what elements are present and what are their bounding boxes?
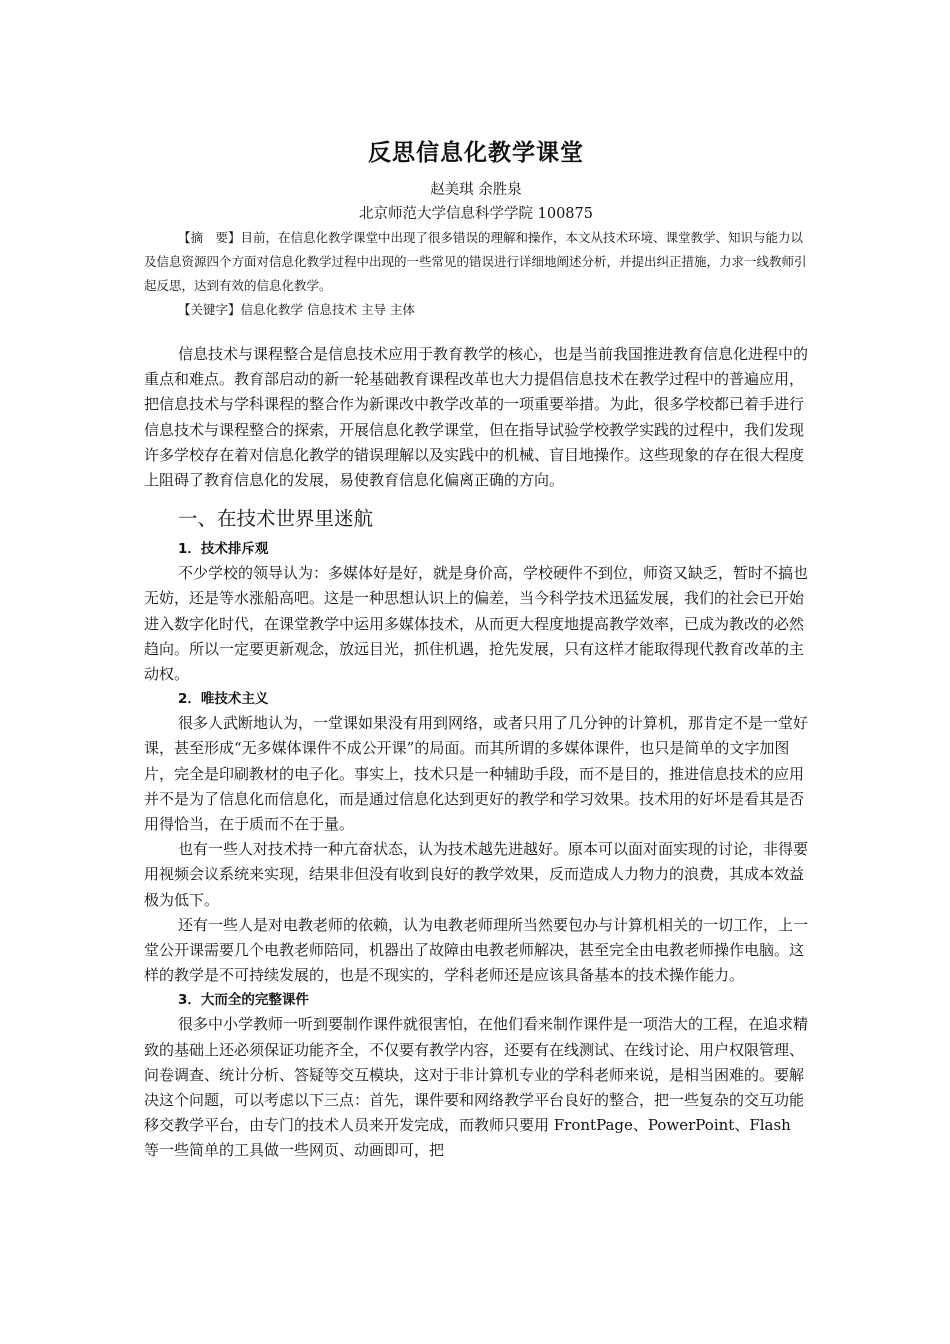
body-paragraph: 也有一些人对技术持一种亢奋状态，认为技术越先进越好。原本可以面对面实现的讨论，非得要用视频会议系统来实现，结果非但没有收到良好的教学效果，反而造成人力物力的浪费，其成本效益极为低下。 <box>144 840 809 909</box>
intro-paragraph: 信息技术与课程整合是信息技术应用于教育教学的核心，也是当前我国推进教育信息化进程中的重点和难点。教育部启动的新一轮基础教育课程改革也大力提倡信息技术在教学过程中的普遍应用，把信息技术与学科课程的整合作为新课改中教学改革的一项重要举措。为此，很多学校都已着手进行信息技术与课程整合的探索，开展信息化教学课堂，但在指导试验学校教学实践的过程中，我们发现许多学校存在着对信息化教学的错误理解以及实践中的机械、盲目地操作。这些现象的存在很大程度上阻碍了教育信息化的发展，易使教育信息化偏离正确的方向。 <box>144 345 809 490</box>
document-page <box>144 128 808 1164</box>
paper-title: 反思信息化教学课堂 <box>368 140 584 166</box>
authors: 赵美琪 余胜泉 <box>430 182 522 198</box>
subsection-heading: 3．大而全的完整课件 <box>178 992 309 1009</box>
abstract-text: 目前，在信息化教学课堂中出现了很多错误的理解和操作，本文从技术环境、课堂教学、知识与能力以及信息资源四个方面对信息化教学过程中出现的一些常见的错误进行详细地阐述分析，并提出纠正措施，力求一线教师引起反思，达到有效的信息化教学。 <box>144 230 807 293</box>
abstract-label: 【摘 要】 <box>178 230 241 245</box>
body-paragraph: 很多中小学教师一听到要制作课件就很害怕，在他们看来制作课件是一项浩大的工程，在追求精致的基础上还必须保证功能齐全，不仅要有教学内容，还要有在线测试、在线讨论、用户权限管理、问卷调查、统计分析、答疑等交互模块，这对于非计算机专业的学科老师来说，是相当困难的。要解决这个问题，可以考虑以下三点：首先，课件要和网络教学平台良好的整合，把一些复杂的交互功能移交教学平台，由专门的技术人员来开发完成，而教师只要用 FrontPage、PowerPoint、Flash 等一些简单的工具做一些网页、动画即可，把 <box>144 1015 809 1160</box>
affiliation: 北京师范大学信息科学学院 100875 <box>359 206 593 222</box>
keywords-label: 【关键字】 <box>178 302 241 317</box>
subsection-heading: 1．技术排斥观 <box>178 541 269 558</box>
body-paragraph: 很多人武断地认为，一堂课如果没有用到网络，或者只用了几分钟的计算机，那肯定不是一堂好课，甚至形成“无多媒体课件不成公开课”的局面。而其所谓的多媒体课件，也只是简单的文字加图片，完全是印刷教材的电子化。事实上，技术只是一种辅助手段，而不是目的，推进信息技术的应用并不是为了信息化而信息化，而是通过信息化达到更好的教学和学习效果。技术用的好坏是看其是否用得恰当，在于质而不在于量。 <box>144 714 809 834</box>
keywords-text: 信息化教学 信息技术 主导 主体 <box>240 302 415 317</box>
keywords <box>144 298 808 322</box>
body-paragraph: 不少学校的领导认为：多媒体好是好，就是身价高，学校硬件不到位，师资又缺乏，暂时不搞也无妨，还是等水涨船高吧。这是一种思想认识上的偏差，当今科学技术迅猛发展，我们的社会已开始进入数字化时代，在课堂教学中运用多媒体技术，从而更大程度地提高教学效率，已成为教改的必然趋向。所以一定要更新观念，放远目光，抓住机遇，抢先发展，只有这样才能取得现代教育改革的主动权。 <box>144 564 809 684</box>
abstract <box>144 226 808 298</box>
body-paragraph: 还有一些人是对电教老师的依赖，认为电教老师理所当然要包办与计算机相关的一切工作，上一堂公开课需要几个电教老师陪同，机器出了故障由电教老师解决，甚至完全由电教老师操作电脑。这样的教学是不可持续发展的，也是不现实的，学科老师还是应该具备基本的技术操作能力。 <box>144 915 809 985</box>
section-heading: 一、在技术世界里迷航 <box>178 507 374 531</box>
subsection-heading: 2．唯技术主义 <box>178 691 269 708</box>
